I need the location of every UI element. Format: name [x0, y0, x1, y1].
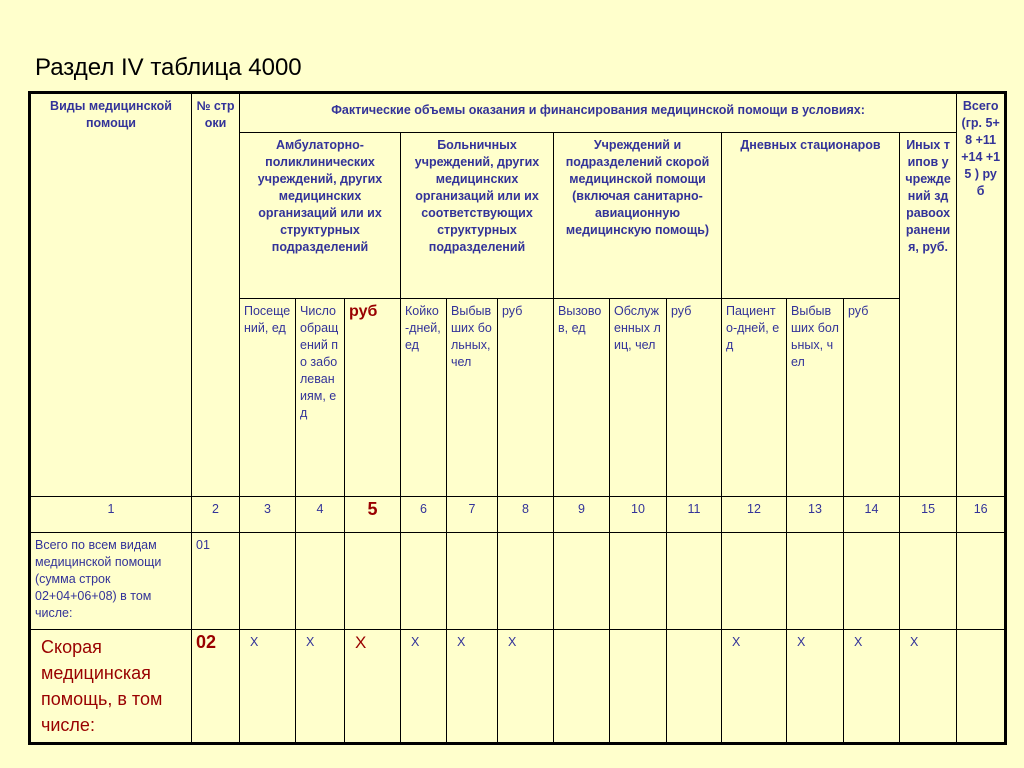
row-number: 02: [192, 629, 240, 743]
sub-discharged-2: Выбывших больных, чел: [787, 299, 844, 496]
col-number: 6: [401, 496, 447, 532]
table-cell: Х: [844, 629, 900, 743]
col-number: 9: [554, 496, 610, 532]
table-cell: [447, 532, 498, 629]
sub-rub-2: руб: [667, 299, 722, 496]
col-number: 13: [787, 496, 844, 532]
table-cell: Х: [447, 629, 498, 743]
col-number: 4: [296, 496, 345, 532]
table-cell: [554, 629, 610, 743]
header-row-no: № строки: [192, 93, 240, 497]
table-cell: [900, 532, 957, 629]
col-number: 16: [957, 496, 1006, 532]
col-number: 14: [844, 496, 900, 532]
table-row: [30, 629, 1006, 743]
header-kinds: Виды медицинской помощи: [30, 93, 192, 497]
table-cell: Х: [722, 629, 787, 743]
table-cell: Х: [498, 629, 554, 743]
table-cell: [610, 532, 667, 629]
sub-discharged: Выбывших больных, чел: [447, 299, 498, 496]
col-number: 2: [192, 496, 240, 532]
col-number: 10: [610, 496, 667, 532]
table-cell: Х: [401, 629, 447, 743]
table-cell: [240, 532, 296, 629]
table-cell: [957, 629, 1006, 743]
table-cell: [667, 629, 722, 743]
table-cell: Х: [900, 629, 957, 743]
table-cell: [667, 532, 722, 629]
sub-patient-days: Пациенто-дней, ед: [722, 299, 787, 496]
col-number: 7: [447, 496, 498, 532]
table-cell: [610, 629, 667, 743]
col-number: 3: [240, 496, 296, 532]
col-number: 5: [345, 496, 401, 532]
header-actual: Фактические объемы оказания и финансирования медицинской помощи в условиях:: [240, 93, 957, 133]
col-number: 8: [498, 496, 554, 532]
sub-appeals: Число обращений по заболеваниям, ед: [296, 299, 345, 496]
col-number: 15: [900, 496, 957, 532]
table-cell: [498, 532, 554, 629]
header-total: Всего (гр. 5+8 +11 +14 +15 ) руб: [957, 93, 1006, 497]
sub-rub-bold: руб: [345, 299, 401, 496]
header-day-stationary: Дневных стационаров: [722, 133, 900, 299]
table-cell: [722, 532, 787, 629]
table-cell: Х: [787, 629, 844, 743]
header-ambulatory: Амбулаторно-поликлинических учреждений, других медицинских организаций или их структурных подразделений: [240, 133, 401, 299]
col-number: 11: [667, 496, 722, 532]
col-number: 1: [30, 496, 192, 532]
table-cell: [401, 532, 447, 629]
header-emergency: Учреждений и подразделений скорой медицинской помощи (включая санитарно-авиационную медицинскую помощь): [554, 133, 722, 299]
table-cell: [345, 532, 401, 629]
sub-rub-3: руб: [844, 299, 900, 496]
col-number: 12: [722, 496, 787, 532]
table-cell: Х: [345, 629, 401, 743]
row-label: Всего по всем видам медицинской помощи (сумма строк 02+04+06+08) в том числе:: [30, 532, 192, 629]
table-row: [30, 532, 1006, 629]
table-cell: [844, 532, 900, 629]
table-cell: Х: [296, 629, 345, 743]
sub-visits: Посещений, ед: [240, 299, 296, 496]
table-cell: [787, 532, 844, 629]
table-cell: [296, 532, 345, 629]
sub-served: Обслуженных лиц, чел: [610, 299, 667, 496]
table-cell: [554, 532, 610, 629]
table-cell: Х: [240, 629, 296, 743]
form-table: [28, 91, 1007, 745]
sub-bed-days: Койко-дней, ед: [401, 299, 447, 496]
sub-rub-1: руб: [498, 299, 554, 496]
page-title: Раздел IV таблица 4000: [35, 54, 302, 81]
table-cell: [957, 532, 1006, 629]
header-other-types: Иных типов учреждений здравоохранения, руб.: [900, 133, 957, 497]
row-label: Скорая медицинская помощь, в том числе:: [30, 629, 192, 743]
sub-calls: Вызовов, ед: [554, 299, 610, 496]
row-number: 01: [192, 532, 240, 629]
header-hospital: Больничных учреждений, других медицинских организаций или их соответствующих структурных подразделений: [401, 133, 554, 299]
